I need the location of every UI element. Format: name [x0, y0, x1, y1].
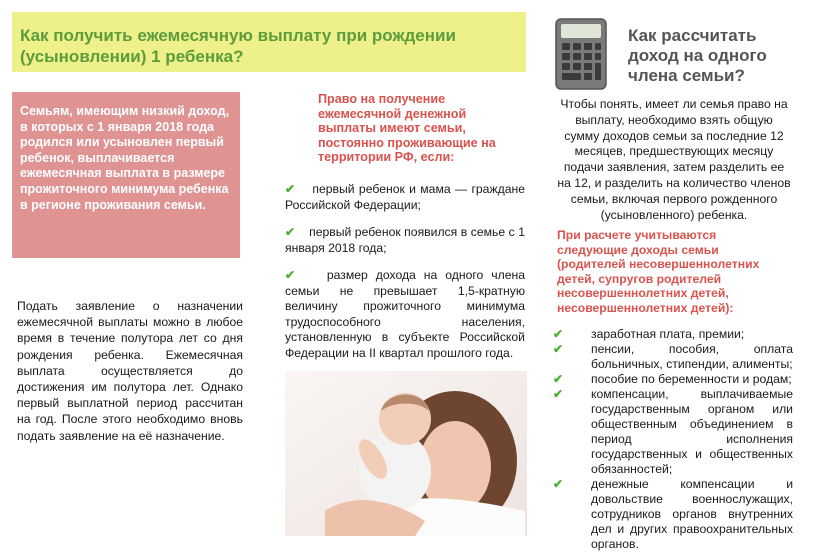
list-item	[553, 387, 793, 477]
list-item	[553, 477, 793, 552]
eligibility-summary-text: Семьям, имеющим низкий доход, в которых с 1 января 2018 года родился или усыновлен первый ребенок, выплачивается ежемесячная выплата в размере прожиточного минимума ребенка в регионе проживания семьи.	[20, 104, 230, 212]
income-calc-title: Как рассчитать доход на одного члена семьи?	[628, 26, 767, 85]
list-item	[553, 327, 793, 342]
list-item-text: заработная плата, премии;	[591, 327, 745, 341]
main-title: Как получить ежемесячную выплату при рождении (усыновлении) 1 ребенка?	[20, 26, 456, 66]
checkmark-icon: ✔	[553, 387, 564, 401]
checkmark-icon: ✔	[285, 268, 296, 282]
list-item-text: компенсации, выплачиваемые государственным органом или общественным объединением в период исполнения государственных и общественных обязанностей;	[591, 387, 793, 476]
checkmark-icon: ✔	[285, 225, 296, 239]
eligibility-item-text: размер дохода на одного члена семьи не превышает 1,5-кратную величину прожиточного минимума трудоспособного населения, установленную в субъекте Российской Федерации на II квартал прошлого года.	[285, 268, 526, 360]
eligibility-item-text: первый ребенок появился в семье с 1 января 2018 года;	[285, 225, 526, 255]
list-item-text: пособие по беременности и родам;	[591, 372, 792, 386]
photo-illustration	[285, 371, 527, 536]
list-item-text: пенсии, пособия, оплата больничных, стипендии, алименты;	[591, 342, 793, 371]
checkmark-icon: ✔	[285, 182, 296, 196]
list-item	[553, 342, 793, 372]
calculator-icon	[555, 18, 607, 90]
application-info-paragraph: Подать заявление о назначении ежемесячной выплаты можно в любое время в течение полутора лет со дня рождения ребенка. Ежемесячная выплата осуществляется до достижения им полутора лет. Однако первый выплатной период рассчитан на год. После этого необходимо вновь подать заявление на её назначение.	[17, 299, 243, 443]
income-calc-paragraph: Чтобы понять, имеет ли семья право на выплату, необходимо взять общую сумму доходов семьи за последние 12 месяцев, предшествующих месяцу подачи заявления, затем разделить ее на 12, и разделить на количество членов семьи, включая первого рожденного (усыновленного) ребенка.	[557, 97, 791, 222]
income-types-list	[553, 327, 793, 552]
checkmark-icon: ✔	[553, 327, 564, 341]
eligibility-summary-box	[12, 92, 240, 258]
mother-and-baby-photo	[285, 371, 527, 536]
list-item	[553, 372, 793, 387]
eligibility-item-text: первый ребенок и мама — граждане Российской Федерации;	[285, 182, 526, 212]
list-item-text: денежные компенсации и довольствие военнослужащих, сотрудников органов внутренних дел и других правоохранительных органов.	[591, 477, 793, 551]
eligibility-item	[285, 225, 525, 256]
main-title-banner	[12, 12, 526, 72]
eligibility-heading: Право на получение ежемесячной денежной выплаты имеют семьи, постоянно проживающие на территории РФ, если:	[318, 92, 496, 164]
eligibility-item	[285, 268, 525, 362]
income-types-heading: При расчете учитываются следующие доходы семьи (родителей несовершеннолетних детей, супругов родителей несовершеннолетних детей, несовершеннолетних детей):	[557, 228, 760, 315]
eligibility-item	[285, 182, 525, 213]
checkmark-icon: ✔	[553, 342, 564, 356]
checkmark-icon: ✔	[553, 477, 564, 491]
checkmark-icon: ✔	[553, 372, 564, 386]
